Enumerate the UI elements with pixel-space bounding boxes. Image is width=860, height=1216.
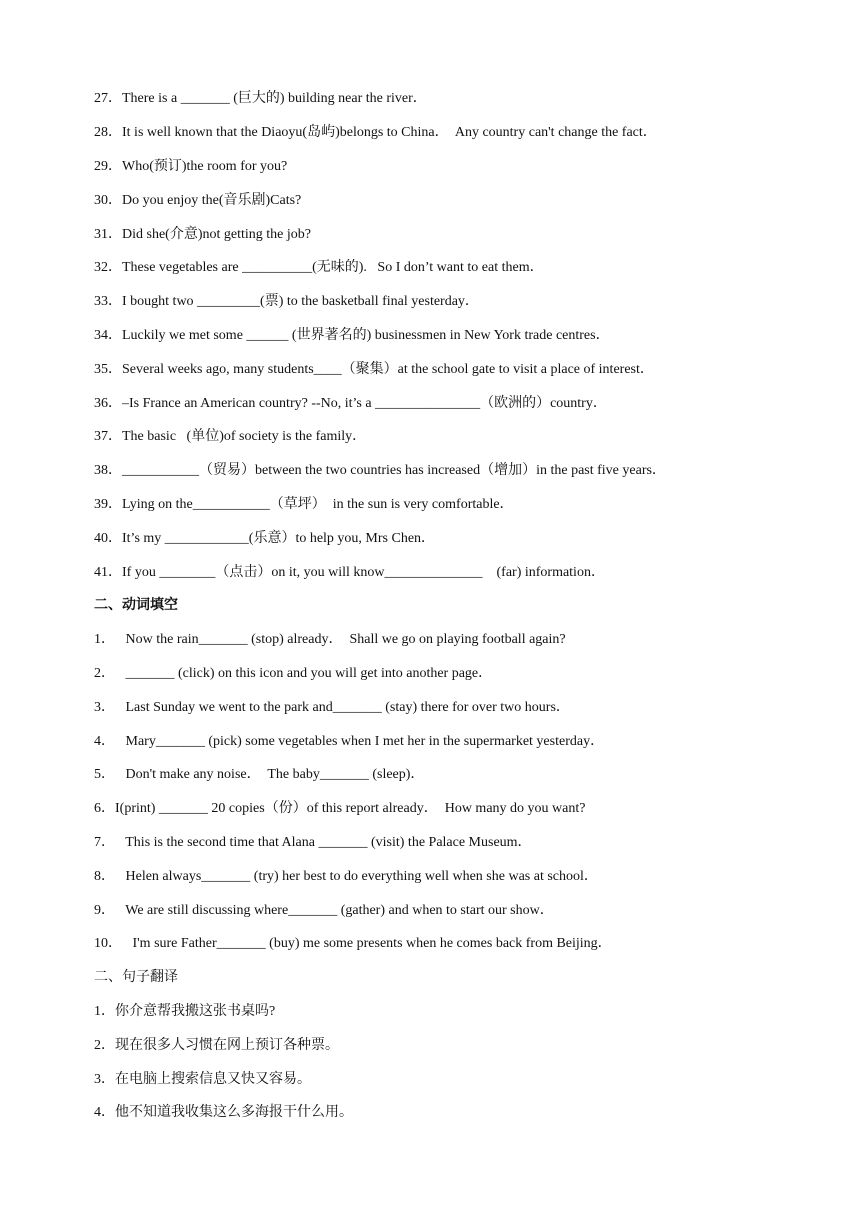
question-31: 31．Did she(介意)not getting the job? [94,227,311,242]
question-41: 41．If you ________（点击）on it, you will know______________ (far) information． [94,565,605,580]
translation-question-3: 3．在电脑上搜索信息又快又容易。 [94,1072,311,1087]
verb-question-8: 8． Helen always_______ (try) her best to do everything well when she was at school． [94,869,598,884]
question-37: 37．The basic (单位)of society is the family． [94,429,367,444]
question-36: 36．–Is France an American country? --No, it’s a _______________（欧洲的）country． [94,396,607,411]
question-32: 32．These vegetables are __________(无味的). So I don’t want to eat them． [94,260,544,275]
verb-question-5: 5． Don't make any noise． The baby_______ (sleep)． [94,767,425,782]
verb-question-3: 3． Last Sunday we went to the park and_______ (stay) there for over two hours． [94,700,570,715]
verb-question-1: 1． Now the rain_______ (stop) already． Shall we go on playing football again? [94,632,566,647]
question-33: 33．I bought two _________(票) to the basketball final yesterday． [94,294,479,309]
question-39: 39．Lying on the___________（草坪） in the sun is very comfortable． [94,497,514,512]
verb-question-6: 6．I(print) _______ 20 copies（份）of this report already． How many do you want? [94,801,586,816]
section-heading-translation: 二、句子翻译 [94,970,178,985]
verb-question-9: 9． We are still discussing where_______ (gather) and when to start our show． [94,903,554,918]
verb-question-2: 2． _______ (click) on this icon and you will get into another page． [94,666,493,681]
translation-question-2: 2．现在很多人习惯在网上预订各种票。 [94,1038,339,1053]
question-40: 40．It’s my ____________(乐意）to help you, Mrs Chen． [94,531,436,546]
question-29: 29．Who(预订)the room for you? [94,159,288,174]
verb-question-4: 4． Mary_______ (pick) some vegetables when I met her in the supermarket yesterday． [94,734,605,749]
question-38: 38．___________（贸易）between the two countries has increased（增加）in the past five years． [94,463,666,478]
section-heading-verb-fill: 二、动词填空 [94,598,178,613]
translation-question-4: 4．他不知道我收集这么多海报干什么用。 [94,1105,353,1120]
verb-question-7: 7． This is the second time that Alana _______ (visit) the Palace Museum． [94,835,532,850]
question-35: 35．Several weeks ago, many students____（聚集）at the school gate to visit a place of interest． [94,362,654,377]
verb-question-10: 10． I'm sure Father_______ (buy) me some presents when he comes back from Beijing． [94,936,612,951]
question-28: 28．It is well known that the Diaoyu(岛屿)belongs to China． Any country can't change the fact． [94,125,657,140]
translation-question-1: 1．你介意帮我搬这张书桌吗? [94,1004,276,1019]
question-30: 30．Do you enjoy the(音乐剧)Cats? [94,193,302,208]
question-27: 27．There is a _______ (巨大的) building near the river． [94,91,427,106]
question-34: 34．Luckily we met some ______ (世界著名的) businessmen in New York trade centres． [94,328,610,343]
